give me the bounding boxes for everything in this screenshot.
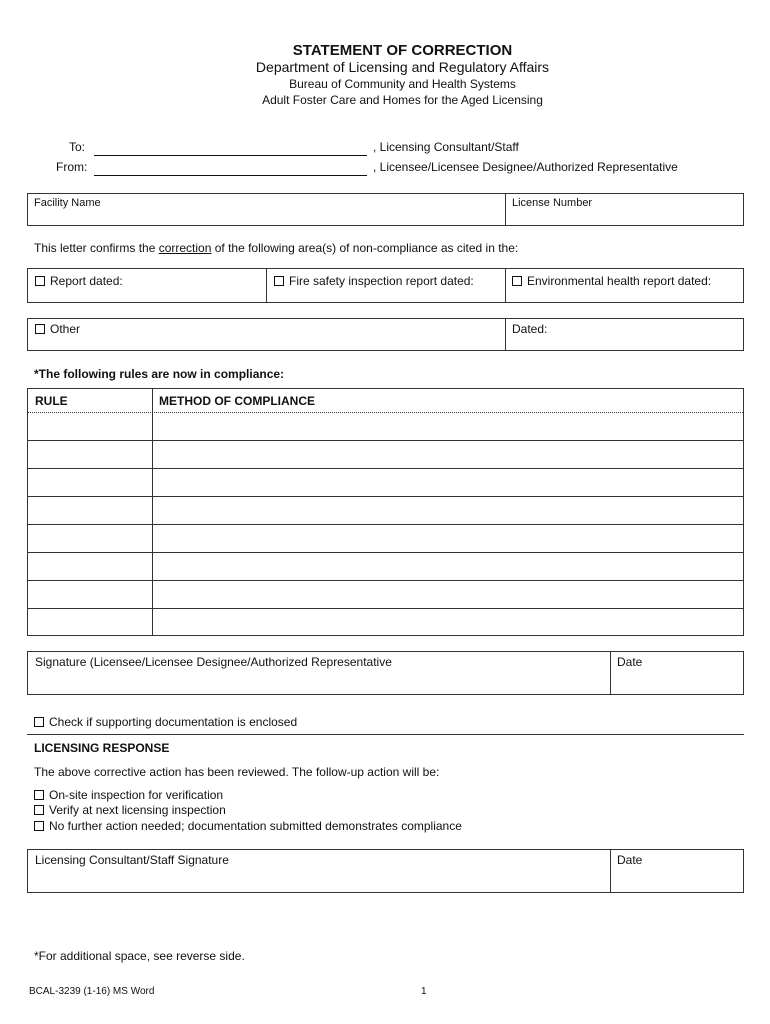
rule-cell[interactable] (28, 609, 152, 635)
rules-table (27, 388, 744, 636)
onsite-inspection-checkbox[interactable] (34, 790, 44, 800)
facility-name-label: Facility Name (34, 197, 101, 209)
rules-heading: *The following rules are now in compliance: (34, 367, 285, 381)
method-cell[interactable] (153, 441, 743, 468)
other-box (27, 318, 744, 351)
section-divider (27, 734, 744, 735)
consultant-date-label: Date (617, 853, 643, 867)
confirm-text-before: This letter confirms the (34, 241, 159, 255)
facility-box (27, 193, 744, 226)
response-option[interactable] (34, 803, 226, 817)
supporting-doc-checkbox[interactable] (34, 717, 44, 727)
method-cell[interactable] (153, 609, 743, 635)
environmental-option[interactable] (512, 274, 711, 288)
report-dated-checkbox[interactable] (35, 276, 45, 286)
method-cell[interactable] (153, 497, 743, 524)
consultant-signature-label: Licensing Consultant/Staff Signature (35, 853, 229, 867)
signature-date-label: Date (617, 655, 643, 669)
rule-cell[interactable] (28, 441, 152, 468)
confirm-text-after: of the following area(s) of non-compliance as cited in the: (211, 241, 519, 255)
rule-cell[interactable] (28, 413, 152, 440)
supporting-doc-label: Check if supporting documentation is enclosed (49, 715, 298, 729)
licensing-response-heading: LICENSING RESPONSE (34, 741, 170, 755)
no-further-action-label: No further action needed; documentation submitted demonstrates compliance (49, 819, 462, 833)
report-types-box (27, 268, 744, 303)
rule-cell[interactable] (28, 525, 152, 552)
signature-box (27, 651, 744, 695)
method-cell[interactable] (153, 553, 743, 580)
from-field[interactable] (94, 162, 367, 176)
report-dated-option[interactable] (35, 274, 123, 288)
signature-date-field[interactable] (617, 670, 737, 692)
fire-safety-label: Fire safety inspection report dated: (289, 274, 474, 288)
supporting-doc-option[interactable] (34, 715, 297, 729)
response-option[interactable] (34, 819, 462, 833)
rule-column-header: RULE (35, 394, 68, 408)
other-checkbox[interactable] (35, 324, 45, 334)
to-suffix: , Licensing Consultant/Staff (373, 140, 519, 154)
license-number-field[interactable] (512, 208, 737, 222)
environmental-label: Environmental health report dated: (527, 274, 712, 288)
rule-cell[interactable] (28, 581, 152, 608)
method-cell[interactable] (153, 469, 743, 496)
dated-label: Dated: (512, 322, 548, 336)
to-field[interactable] (94, 142, 367, 156)
method-cell[interactable] (153, 581, 743, 608)
page-number: 1 (421, 986, 427, 997)
facility-name-field[interactable] (34, 208, 499, 222)
confirm-sentence (34, 241, 518, 255)
rule-cell[interactable] (28, 497, 152, 524)
consultant-date-field[interactable] (617, 868, 737, 890)
consultant-signature-field[interactable] (35, 868, 605, 890)
no-further-action-checkbox[interactable] (34, 821, 44, 831)
method-cell[interactable] (153, 413, 743, 440)
form-title: STATEMENT OF CORRECTION (292, 42, 513, 59)
rule-cell[interactable] (28, 469, 152, 496)
license-number-label: License Number (512, 197, 593, 209)
signature-field[interactable] (35, 670, 605, 692)
verify-next-inspection-label: Verify at next licensing inspection (49, 803, 226, 817)
fire-safety-option[interactable] (274, 274, 474, 288)
department-name: Department of Licensing and Regulatory Affairs (255, 59, 550, 75)
division-name: Adult Foster Care and Homes for the Aged Licensing (262, 93, 543, 107)
bureau-name: Bureau of Community and Health Systems (289, 77, 516, 91)
consultant-signature-box (27, 849, 744, 893)
verify-next-inspection-checkbox[interactable] (34, 805, 44, 815)
to-label: To: (69, 140, 86, 154)
signature-label: Signature (Licensee/Licensee Designee/Authorized Representative (35, 655, 392, 669)
from-suffix: , Licensee/Licensee Designee/Authorized Representative (373, 160, 678, 174)
form-id: BCAL-3239 (1-16) MS Word (29, 986, 155, 997)
onsite-inspection-label: On-site inspection for verification (49, 788, 224, 802)
from-label: From: (56, 160, 88, 174)
method-column-header: METHOD OF COMPLIANCE (159, 394, 315, 408)
response-option[interactable] (34, 788, 223, 802)
other-option[interactable] (35, 322, 80, 336)
other-label: Other (50, 322, 81, 336)
licensing-response-intro: The above corrective action has been reviewed. The follow-up action will be: (34, 765, 440, 779)
confirm-text-underlined: correction (158, 241, 212, 255)
additional-space-note: *For additional space, see reverse side. (34, 949, 245, 963)
fire-safety-checkbox[interactable] (274, 276, 284, 286)
report-dated-label: Report dated: (50, 274, 123, 288)
method-cell[interactable] (153, 525, 743, 552)
rule-cell[interactable] (28, 553, 152, 580)
environmental-checkbox[interactable] (512, 276, 522, 286)
